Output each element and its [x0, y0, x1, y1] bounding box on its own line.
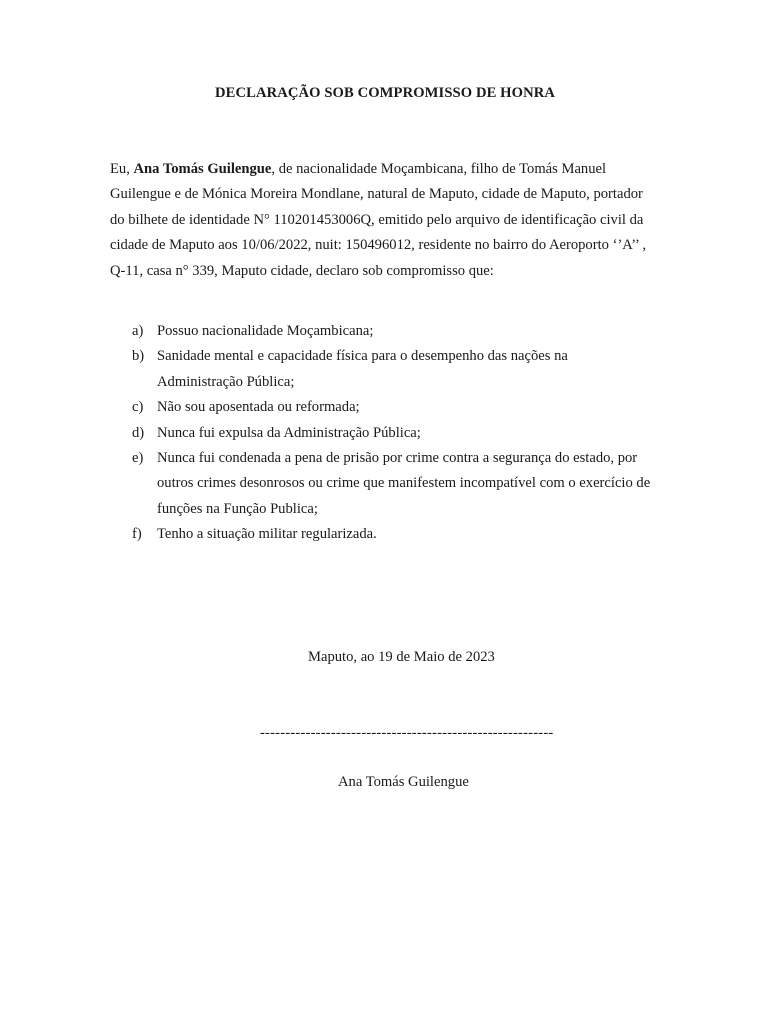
place-date: Maputo, ao 19 de Maio de 2023	[308, 649, 495, 665]
intro-prefix: Eu,	[110, 161, 134, 177]
declarations-list	[132, 319, 652, 548]
list-item	[132, 421, 652, 446]
intro-paragraph	[110, 157, 650, 284]
list-item	[132, 319, 652, 344]
signature-line: ----------------------------------------------------------	[260, 725, 554, 741]
declarant-name: Ana Tomás Guilengue	[133, 161, 272, 177]
list-item-text: Sanidade mental e capacidade física para o desempenho das nações na Administração Pública;	[157, 348, 568, 390]
list-item	[132, 522, 652, 547]
list-marker: a)	[132, 323, 144, 339]
list-marker: e)	[132, 450, 144, 467]
list-item	[132, 395, 652, 420]
list-item	[132, 446, 652, 522]
intro-body: , de nacionalidade Moçambicana, filho de Tomás Manuel Guilengue e de Mónica Moreira Mondlane, natural de Maputo, cidade de Maputo, portador do bilhete de identidade N° 110201453006Q, emitido pelo arquivo de identificação civil da cidade de Maputo aos 10/06/2022, nuit: 150496012, residente no bairro do Aeroporto ‘’A’’ , Q-11, casa n° 339, Maputo cidade, declaro sob compromisso que:	[110, 161, 647, 279]
list-item-text: Possuo nacionalidade Moçambicana;	[157, 323, 374, 339]
document-title: DECLARAÇÃO SOB COMPROMISSO DE HONRA	[215, 85, 555, 101]
list-item-text: Tenho a situação militar regularizada.	[157, 526, 377, 543]
list-item-text: Nunca fui expulsa da Administração Pública;	[157, 424, 421, 441]
signature-name: Ana Tomás Guilengue	[338, 774, 469, 790]
list-item-text: Não sou aposentada ou reformada;	[157, 399, 360, 416]
list-marker: f)	[132, 526, 142, 543]
list-marker: d)	[132, 424, 145, 441]
list-marker: b)	[132, 348, 145, 365]
list-item	[132, 344, 652, 395]
list-marker: c)	[132, 399, 144, 416]
list-item-text: Nunca fui condenada a pena de prisão por crime contra a segurança do estado, por outros crimes desonrosos ou crime que manifestem incompatível com o exercício de funções na Função Publica;	[157, 450, 651, 517]
